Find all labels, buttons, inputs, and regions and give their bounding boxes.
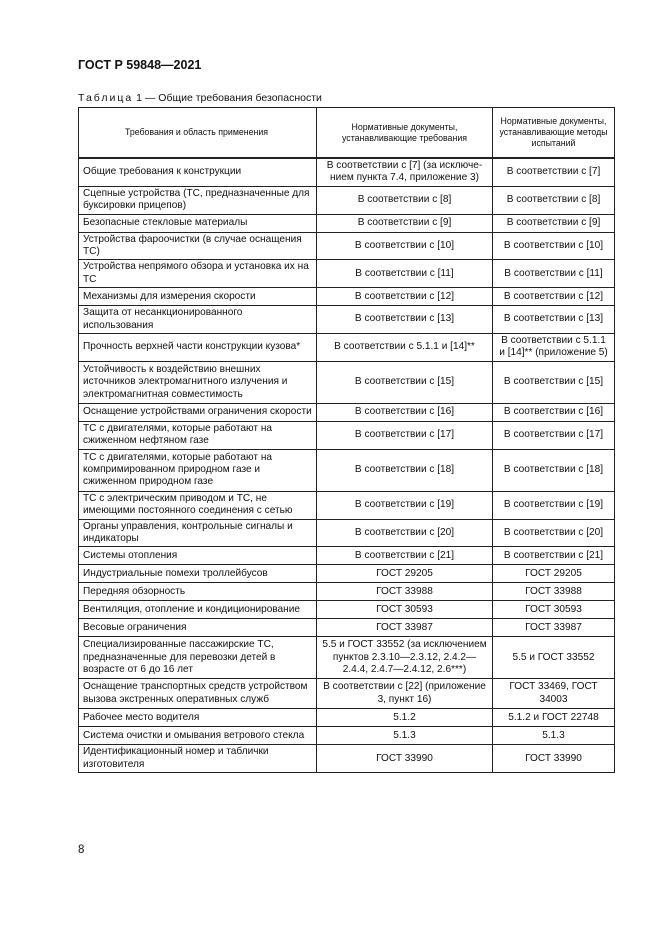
- normative-document-cell: В соответствии с [20]: [317, 519, 493, 547]
- test-method-cell: ГОСТ 33987: [493, 619, 615, 637]
- table-row: [79, 491, 615, 519]
- test-method-cell: 5.1.3: [493, 727, 615, 745]
- normative-document-cell: ГОСТ 33990: [317, 745, 493, 773]
- table-row: [79, 260, 615, 288]
- table-row: [79, 547, 615, 565]
- table-row: [79, 727, 615, 745]
- requirement-cell: Системы отопления: [79, 547, 317, 565]
- requirements-table: [78, 107, 615, 773]
- normative-document-cell: В соответствии с [22] (приложение 3, пункт 16): [317, 679, 493, 709]
- normative-document-cell: В соответствии с [12]: [317, 288, 493, 306]
- requirement-cell: Оснащение устройствами ограничения скорости: [79, 403, 317, 421]
- requirement-cell: Специализированные пассажирские ТС, предназначенные для перевозки детей в возрасте от 6 до 16 лет: [79, 637, 317, 679]
- caption-text: — Общие требования безопасности: [144, 92, 322, 104]
- test-method-cell: В соответствии с [16]: [493, 403, 615, 421]
- requirement-cell: Механизмы для измерения скорости: [79, 288, 317, 306]
- column-header-test-methods: Нормативные документы, устанавливающие методы испытаний: [493, 108, 615, 159]
- test-method-cell: ГОСТ 33469, ГОСТ 34003: [493, 679, 615, 709]
- table-row: [79, 601, 615, 619]
- test-method-cell: В соответствии с [17]: [493, 421, 615, 449]
- test-method-cell: В соответствии с [15]: [493, 361, 615, 403]
- normative-document-cell: В соответствии с [13]: [317, 306, 493, 334]
- requirement-cell: Устойчивость к воздействию внешних источников электромагнитного излучения и электромагнитная совместимость: [79, 361, 317, 403]
- column-header-requirements: Требования и область применения: [79, 108, 317, 159]
- requirement-cell: Устройства непрямого обзора и установка их на ТС: [79, 260, 317, 288]
- table-row: [79, 186, 615, 214]
- requirement-cell: Сцепные устройства (ТС, предназначенные для буксировки прицепов): [79, 186, 317, 214]
- requirement-cell: Весовые ограничения: [79, 619, 317, 637]
- requirement-cell: ТС с двигателями, которые работают на компримированном природном газе и сжиженном природном газе: [79, 449, 317, 491]
- table-row: [79, 361, 615, 403]
- normative-document-cell: 5.1.3: [317, 727, 493, 745]
- table-row: [79, 403, 615, 421]
- test-method-cell: В соответствии с [8]: [493, 186, 615, 214]
- test-method-cell: В соответствии с [21]: [493, 547, 615, 565]
- requirement-cell: ТС с двигателями, которые работают на сжиженном нефтяном газе: [79, 421, 317, 449]
- requirement-cell: Передняя обзорность: [79, 583, 317, 601]
- normative-document-cell: 5.5 и ГОСТ 33552 (за исключением пунктов 2.3.10—2.3.12, 2.4.2—2.4.4, 2.4.7—2.4.12, 2.6***): [317, 637, 493, 679]
- requirement-cell: Оснащение транспортных средств устройством вызова экстренных оперативных служб: [79, 679, 317, 709]
- requirement-cell: ТС с электрическим приводом и ТС, не имеющими постоянного соединения с сетью: [79, 491, 317, 519]
- normative-document-cell: ГОСТ 29205: [317, 565, 493, 583]
- test-method-cell: В соответствии с [19]: [493, 491, 615, 519]
- table-row: [79, 158, 615, 186]
- normative-document-cell: В соответствии с [7] (за исключе-нием пункта 7.4, приложение 3): [317, 158, 493, 186]
- normative-document-cell: В соответствии с [8]: [317, 186, 493, 214]
- normative-document-cell: ГОСТ 30593: [317, 601, 493, 619]
- table-row: [79, 637, 615, 679]
- test-method-cell: В соответствии с [10]: [493, 232, 615, 260]
- table-row: [79, 619, 615, 637]
- normative-document-cell: В соответствии с [11]: [317, 260, 493, 288]
- table-row: [79, 679, 615, 709]
- normative-document-cell: В соответствии с [10]: [317, 232, 493, 260]
- requirement-cell: Рабочее место водителя: [79, 709, 317, 727]
- table-row: [79, 519, 615, 547]
- page-number: 8: [78, 844, 85, 856]
- column-header-normative-requirements: Нормативные документы, устанавливающие требования: [317, 108, 493, 159]
- table-row: [79, 306, 615, 334]
- requirement-cell: Защита от несанкционированного использования: [79, 306, 317, 334]
- test-method-cell: В соответствии с [20]: [493, 519, 615, 547]
- normative-document-cell: ГОСТ 33987: [317, 619, 493, 637]
- normative-document-cell: ГОСТ 33988: [317, 583, 493, 601]
- requirement-cell: Вентиляция, отопление и кондиционирование: [79, 601, 317, 619]
- test-method-cell: В соответствии с [18]: [493, 449, 615, 491]
- normative-document-cell: В соответствии с [21]: [317, 547, 493, 565]
- requirement-cell: Органы управления, контрольные сигналы и индикаторы: [79, 519, 317, 547]
- requirement-cell: Идентификационный номер и таблички изготовителя: [79, 745, 317, 773]
- requirement-cell: Система очистки и омывания ветрового стекла: [79, 727, 317, 745]
- requirement-cell: Индустриальные помехи троллейбусов: [79, 565, 317, 583]
- normative-document-cell: В соответствии с [18]: [317, 449, 493, 491]
- normative-document-cell: В соответствии с [17]: [317, 421, 493, 449]
- table-row: [79, 583, 615, 601]
- requirement-cell: Общие требования к конструкции: [79, 158, 317, 186]
- document-header: ГОСТ Р 59848—2021: [78, 58, 202, 72]
- requirement-cell: Устройства фароочистки (в случае оснащения ТС): [79, 232, 317, 260]
- table-row: [79, 745, 615, 773]
- test-method-cell: В соответствии с [9]: [493, 214, 615, 232]
- test-method-cell: В соответствии с [13]: [493, 306, 615, 334]
- requirement-cell: Безопасные стекловые материалы: [79, 214, 317, 232]
- table-row: [79, 421, 615, 449]
- caption-label: Таблица: [78, 92, 134, 104]
- table-row: [79, 565, 615, 583]
- test-method-cell: В соответствии с [7]: [493, 158, 615, 186]
- test-method-cell: ГОСТ 33988: [493, 583, 615, 601]
- test-method-cell: ГОСТ 33990: [493, 745, 615, 773]
- table-row: [79, 449, 615, 491]
- table-row: [79, 288, 615, 306]
- test-method-cell: ГОСТ 29205: [493, 565, 615, 583]
- test-method-cell: В соответствии с [12]: [493, 288, 615, 306]
- test-method-cell: ГОСТ 30593: [493, 601, 615, 619]
- normative-document-cell: В соответствии с [16]: [317, 403, 493, 421]
- table-row: [79, 709, 615, 727]
- test-method-cell: 5.1.2 и ГОСТ 22748: [493, 709, 615, 727]
- test-method-cell: В соответствии с [11]: [493, 260, 615, 288]
- table-row: [79, 232, 615, 260]
- table-header-row: [79, 108, 615, 159]
- test-method-cell: В соответствии с 5.1.1 и [14]** (приложение 5): [493, 334, 615, 362]
- normative-document-cell: В соответствии с [15]: [317, 361, 493, 403]
- requirement-cell: Прочность верхней части конструкции кузова*: [79, 334, 317, 362]
- normative-document-cell: 5.1.2: [317, 709, 493, 727]
- table-row: [79, 214, 615, 232]
- normative-document-cell: В соответствии с [19]: [317, 491, 493, 519]
- caption-number: 1: [136, 92, 142, 104]
- normative-document-cell: В соответствии с 5.1.1 и [14]**: [317, 334, 493, 362]
- table-caption: [78, 92, 322, 104]
- test-method-cell: 5.5 и ГОСТ 33552: [493, 637, 615, 679]
- normative-document-cell: В соответствии с [9]: [317, 214, 493, 232]
- table-row: [79, 334, 615, 362]
